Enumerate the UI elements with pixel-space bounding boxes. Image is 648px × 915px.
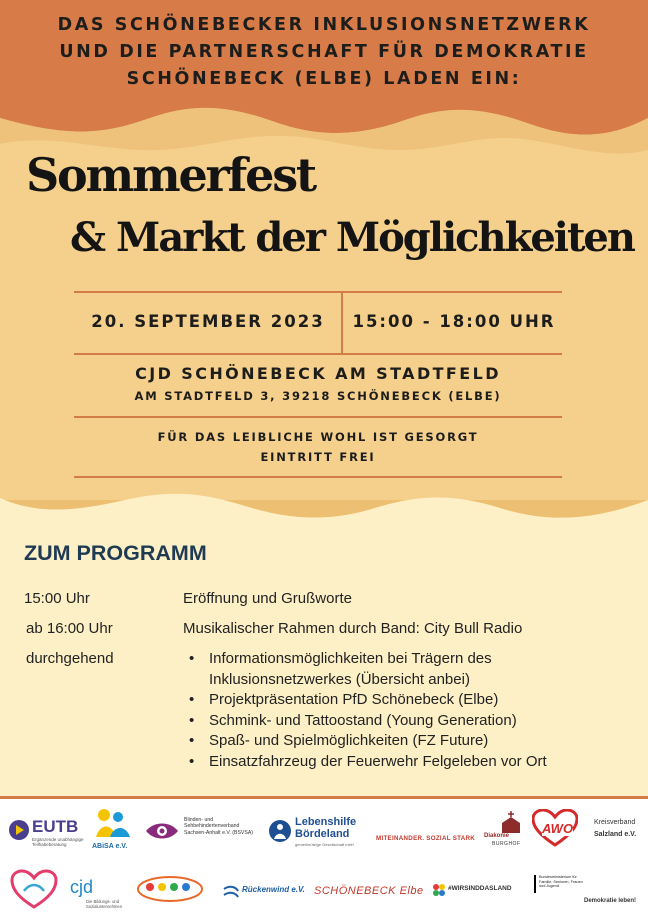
logo-heart-colorful [10,869,62,913]
church-icon [498,809,524,835]
invitation-header [0,12,648,93]
logo-rueckenwind [222,879,306,905]
lebenshilfe-text-1: Lebenshilfe [295,816,357,828]
divider-top [74,291,562,293]
eutb-subtext: Ergänzende unabhängige Teilhabeberatung [32,837,84,847]
abisa-text: ABiSA e.V. [92,843,128,850]
header-line-2: UND DIE PARTNERSCHAFT FÜR DEMOKRATIE [59,42,589,62]
wind-icon [222,883,240,901]
logo-colorful-people [136,875,206,905]
bsva-text: Blinden- und Sehbehindertenverband Sachsen-Anhalt e.V. (BSVSA) [184,817,254,836]
event-address: AM STADTFELD 3, 39218 SCHÖNEBECK (ELBE) [134,389,502,403]
eutb-text: EUTB [32,817,79,836]
event-venue: CJD SCHÖNEBECK AM STADTFELD [135,364,501,383]
logo-schoenebeck [314,881,424,905]
miteinander-text: MITEINANDER. SOZIAL STARK [376,835,476,842]
header-line-3: SCHÖNEBECK (ELBE) LADEN EIN: [126,69,522,89]
title-markt: & Markt der Möglichkeiten [70,214,634,261]
program-time-1: 15:00 Uhr [24,590,90,607]
program-desc-2: Musikalischer Rahmen durch Band: City Bull Radio [183,620,523,637]
federal-eagle-bar [534,875,536,893]
bullet-item: • Spaß- und Spielmöglichkeiten (FZ Future) [189,731,547,752]
info-admission: EINTRITT FREI [260,450,376,464]
burghof-text: BURGHOF [492,841,521,847]
eutb-icon [8,819,30,841]
cjd-text: cjd [70,877,94,897]
divider-venue [74,416,562,418]
title-sommerfest: Sommerfest [26,148,315,202]
bullet-item: • Einsatzfahrzeug der Feuerwehr Felgeleben vor Ort [189,752,547,773]
logo-demokratie-leben [584,889,646,903]
program-time-3: durchgehend [26,650,114,667]
lebenshilfe-icon [268,819,292,843]
kreisverband-text-2: Salzland e.V. [594,831,637,838]
rueckenwind-text: Rückenwind e.V. [242,885,305,894]
program-desc-1: Eröffnung und Grußworte [183,590,352,607]
diakonie-text: Diakonie [484,833,510,839]
logo-abisa [90,807,134,855]
kreisverband-text-1: Kreisverband [594,819,636,826]
abisa-icon [92,807,132,841]
info-catering: FÜR DAS LEIBLICHE WOHL IST GESORGT [157,430,479,444]
awo-text: AWO [542,821,574,836]
logo-bundesministerium [534,875,584,911]
schoenebeck-text: SCHÖNEBECK Elbe [314,885,424,897]
cjd-subtext: Die Bildungs- und Sozialunternehmen [86,899,123,909]
bullet-item-continued [189,670,547,691]
logo-lebenshilfe [268,813,366,851]
wirsind-text: #WIRSINDDASLAND [448,885,512,892]
logo-eutb [8,813,88,853]
lebenshilfe-text-2: Bördeland [295,828,350,840]
eye-icon [144,821,180,841]
logo-awo [532,807,644,853]
program-heading: ZUM PROGRAMM [24,541,207,565]
colorful-heart-icon [10,869,58,909]
bullet-continuation-text: Inklusionsnetzwerkes (Übersicht anbei) [209,670,470,688]
bullet-item: • Schmink- und Tattoostand (Young Generation) [189,711,547,732]
logo-bsva [144,817,262,847]
partner-logos [0,796,648,915]
logo-wir-sind-das-land [432,881,524,905]
people-group-icon [136,875,204,903]
event-time: 15:00 - 18:00 UHR [352,312,556,331]
header-line-1: DAS SCHÖNEBECKER INKLUSIONSNETZWERK [57,15,591,35]
bullet-item: • Informationsmöglichkeiten bei Trägern des [189,649,547,670]
program-bullet-list [189,649,547,773]
logo-cjd [70,877,130,911]
bullet-item: • Projektpräsentation PfD Schönebeck (Elbe) [189,690,547,711]
colorful-dots-icon [432,883,446,897]
divider-bottom [74,476,562,478]
demokratie-text: Demokratie leben! [584,898,637,904]
program-time-2: ab 16:00 Uhr [26,620,113,637]
event-date: 20. SEPTEMBER 2023 [91,312,325,331]
divider-mid [74,353,562,355]
logo-miteinander [376,827,488,842]
bundesministerium-text: Bundesministerium für Familie, Senioren, Frauen und Jugend [539,875,583,889]
lebenshilfe-subtext: gemeinnützige Gesellschaft mbH [295,842,354,847]
logo-diakonie-burghof [484,809,524,857]
